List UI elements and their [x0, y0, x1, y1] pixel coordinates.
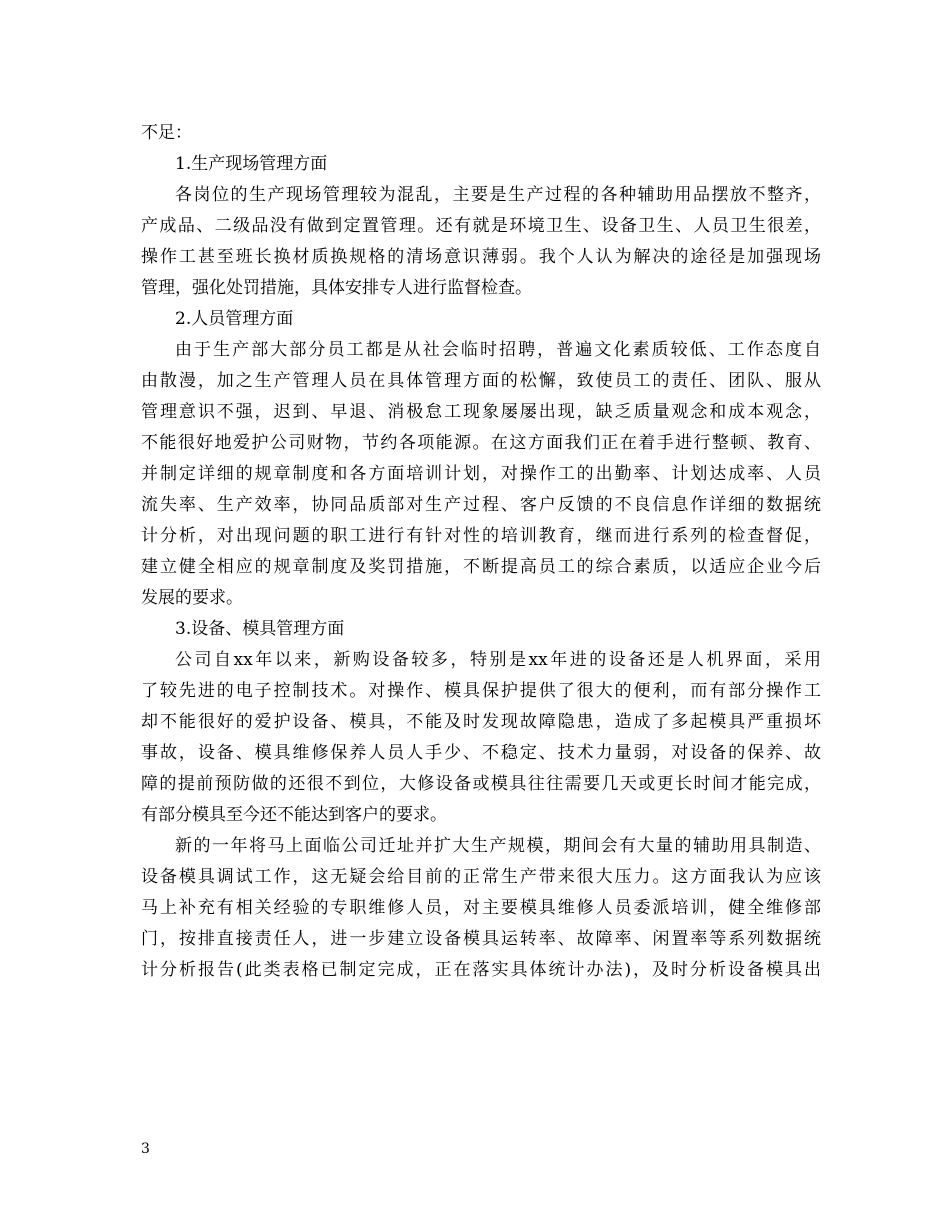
- page-number: 3: [141, 1141, 150, 1157]
- text-line: 2.人员管理方面: [175, 309, 294, 329]
- text-line: 各岗位的生产现场管理较为混乱，主要是生产过程的各种辅助用品摆放不整齐，: [175, 185, 821, 205]
- text-line: 管理，强化处罚措施，具体安排专人进行监督检查。: [141, 278, 532, 298]
- text-line: 由散漫，加之生产管理人员在具体管理方面的松懈，致使员工的责任、团队、服从: [141, 371, 821, 391]
- text-line: 发展的要求。: [141, 588, 243, 608]
- text-line: 公司自xx年以来，新购设备较多，特别是xx年进的设备还是人机界面，采用: [175, 650, 821, 670]
- text-line: 3.设备、模具管理方面: [175, 619, 345, 639]
- text-line: 门，按排直接责任人，进一步建立设备模具运转率、故障率、闲置率等系列数据统: [141, 929, 821, 949]
- text-line: 不能很好地爱护公司财物，节约各项能源。在这方面我们正在着手进行整顿、教育、: [141, 433, 821, 453]
- text-line: 不足：: [141, 123, 192, 143]
- text-line: 计分析报告(此类表格已制定完成，正在落实具体统计办法)，及时分析设备模具出: [141, 960, 821, 980]
- text-line: 障的提前预防做的还很不到位，大修设备或模具往往需要几天或更长时间才能完成，: [141, 774, 821, 794]
- text-line: 流失率、生产效率，协同品质部对生产过程、客户反馈的不良信息作详细的数据统: [141, 495, 821, 515]
- text-line: 设备模具调试工作，这无疑会给目前的正常生产带来很大压力。这方面我认为应该: [141, 867, 821, 887]
- text-line: 却不能很好的爱护设备、模具，不能及时发现故障隐患，造成了多起模具严重损坏: [141, 712, 821, 732]
- text-line: 计分析，对出现问题的职工进行有针对性的培训教育，继而进行系列的检查督促，: [141, 526, 821, 546]
- text-line: 由于生产部大部分员工都是从社会临时招聘，普遍文化素质较低、工作态度自: [175, 340, 821, 360]
- text-line: 操作工甚至班长换材质换规格的清场意识薄弱。我个人认为解决的途径是加强现场: [141, 247, 821, 267]
- document-body: [141, 118, 821, 986]
- text-line: 新的一年将马上面临公司迁址并扩大生产规模，期间会有大量的辅助用具制造、: [175, 836, 821, 856]
- text-line: 有部分模具至今还不能达到客户的要求。: [141, 805, 447, 825]
- text-line: 建立健全相应的规章制度及奖罚措施，不断提高员工的综合素质，以适应企业今后: [141, 557, 821, 577]
- text-line: 事故，设备、模具维修保养人员人手少、不稳定、技术力量弱，对设备的保养、故: [141, 743, 821, 763]
- text-line: 并制定详细的规章制度和各方面培训计划，对操作工的出勤率、计划达成率、人员: [141, 464, 821, 484]
- text-line: 了较先进的电子控制技术。对操作、模具保护提供了很大的便利，而有部分操作工: [141, 681, 821, 701]
- text-line: 1.生产现场管理方面: [175, 154, 328, 174]
- text-line: 马上补充有相关经验的专职维修人员，对主要模具维修人员委派培训，健全维修部: [141, 898, 821, 918]
- text-line: 管理意识不强，迟到、早退、消极怠工现象屡屡出现，缺乏质量观念和成本观念，: [141, 402, 821, 422]
- text-line: 产成品、二级品没有做到定置管理。还有就是环境卫生、设备卫生、人员卫生很差，: [141, 216, 821, 236]
